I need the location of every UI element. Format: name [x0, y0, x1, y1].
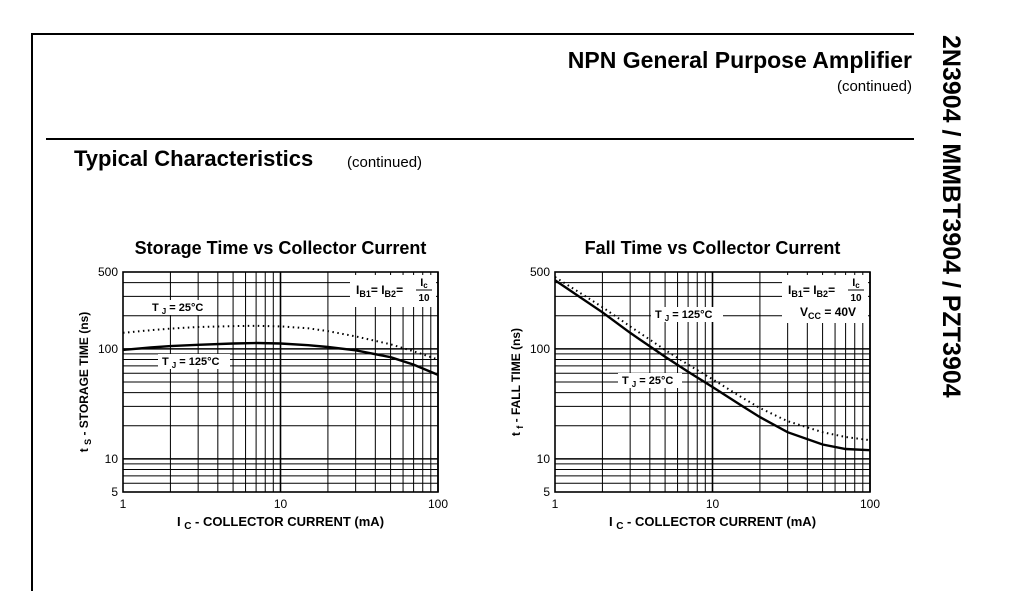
condition-ib1: I	[788, 283, 792, 297]
series-label-main: T	[152, 302, 162, 314]
condition-ib1-sub: B1	[791, 289, 803, 299]
x-tick-label: 1	[119, 497, 127, 511]
series-label-rest: = 25°C	[636, 375, 674, 387]
x-axis-label-rest: - COLLECTOR CURRENT (mA)	[191, 514, 385, 529]
storage-time-chart-svg	[60, 232, 480, 537]
series-label-rest: = 125°C	[176, 356, 220, 368]
series-label	[162, 356, 220, 370]
series-label-sub: J	[631, 380, 637, 389]
y-axis-label-rest: - FALL TIME (ns)	[509, 327, 523, 426]
y-axis-label-main: t	[77, 444, 91, 453]
condition-numerator-sub: c	[423, 281, 428, 290]
chart-title: Fall Time vs Collector Current	[584, 238, 841, 258]
series-label	[622, 375, 673, 389]
page-frame-top	[31, 33, 914, 35]
y-tick-label: 5	[111, 485, 118, 499]
x-tick-label: 100	[859, 497, 881, 511]
x-tick-label: 10	[273, 497, 288, 511]
condition-denominator: 10	[418, 293, 430, 304]
page-frame-left	[31, 33, 33, 591]
y-axis-label-rest: - STORAGE TIME (ns)	[77, 311, 91, 439]
series-label	[655, 309, 713, 323]
fall-time-chart-svg	[492, 232, 912, 537]
condition-ib1-sub: B1	[359, 289, 371, 299]
y-axis-label-sub: f	[515, 425, 525, 429]
condition-numerator-sub: c	[855, 281, 860, 290]
x-tick-label: 1	[551, 497, 559, 511]
x-axis-label	[609, 514, 816, 532]
section-subtitle: (continued)	[347, 154, 423, 171]
chart-title: Storage Time vs Collector Current	[134, 238, 427, 258]
series-label-sub: J	[664, 314, 670, 323]
section-title: Typical Characteristics	[74, 146, 314, 171]
series-label-sub: J	[171, 361, 177, 370]
document-title: NPN General Purpose Amplifier	[567, 47, 912, 73]
x-axis-label-main: I	[176, 514, 185, 529]
condition-vcc-rest: = 40V	[821, 305, 857, 319]
fall-time-chart	[492, 232, 912, 537]
y-tick-label: 100	[529, 341, 550, 356]
series-label	[152, 302, 203, 316]
document-subtitle: (continued)	[836, 78, 912, 95]
x-tick-label: 10	[705, 497, 720, 511]
y-axis-label	[509, 328, 525, 436]
condition-denominator: 10	[850, 293, 862, 304]
condition-equals: =	[828, 283, 836, 297]
series-label-rest: = 25°C	[166, 302, 204, 314]
y-tick-label: 100	[97, 341, 118, 356]
y-tick-label: 500	[529, 265, 550, 279]
x-axis-label-sub: C	[184, 521, 192, 532]
x-tick-label: 100	[427, 497, 449, 511]
condition-equals: =	[396, 283, 404, 297]
header-divider	[46, 138, 914, 140]
condition-vcc-sub: CC	[808, 311, 822, 321]
condition-ib1: I	[356, 283, 360, 297]
series-label-main: T	[162, 356, 172, 368]
condition-ib2: = I	[370, 283, 385, 297]
y-tick-label: 5	[543, 485, 550, 499]
y-axis-label-sub: S	[83, 438, 93, 445]
condition-numerator-main: I	[420, 277, 424, 289]
series-label-main: T	[622, 375, 632, 387]
x-axis-label-rest: - COLLECTOR CURRENT (mA)	[623, 514, 817, 529]
series-label-rest: = 125°C	[669, 309, 713, 321]
condition-ib2-sub: B2	[384, 289, 397, 299]
part-number-side-label: 2N3904 / MMBT3904 / PZT3904	[937, 35, 965, 398]
y-tick-label: 500	[97, 265, 118, 279]
x-axis-label-sub: C	[616, 521, 624, 532]
x-axis-label	[177, 514, 384, 532]
condition-vcc-main: V	[800, 305, 809, 319]
y-axis-label-main: t	[509, 428, 523, 437]
condition-numerator-main: I	[852, 277, 856, 289]
x-axis-label-main: I	[608, 514, 617, 529]
series-label-main: T	[655, 309, 665, 321]
storage-time-chart	[60, 232, 480, 537]
y-tick-label: 10	[536, 451, 550, 466]
y-axis-label	[77, 312, 93, 452]
y-tick-label: 10	[104, 451, 118, 466]
condition-ib2-sub: B2	[816, 289, 829, 299]
condition-ib2: = I	[802, 283, 817, 297]
series-label-sub: J	[161, 307, 167, 316]
